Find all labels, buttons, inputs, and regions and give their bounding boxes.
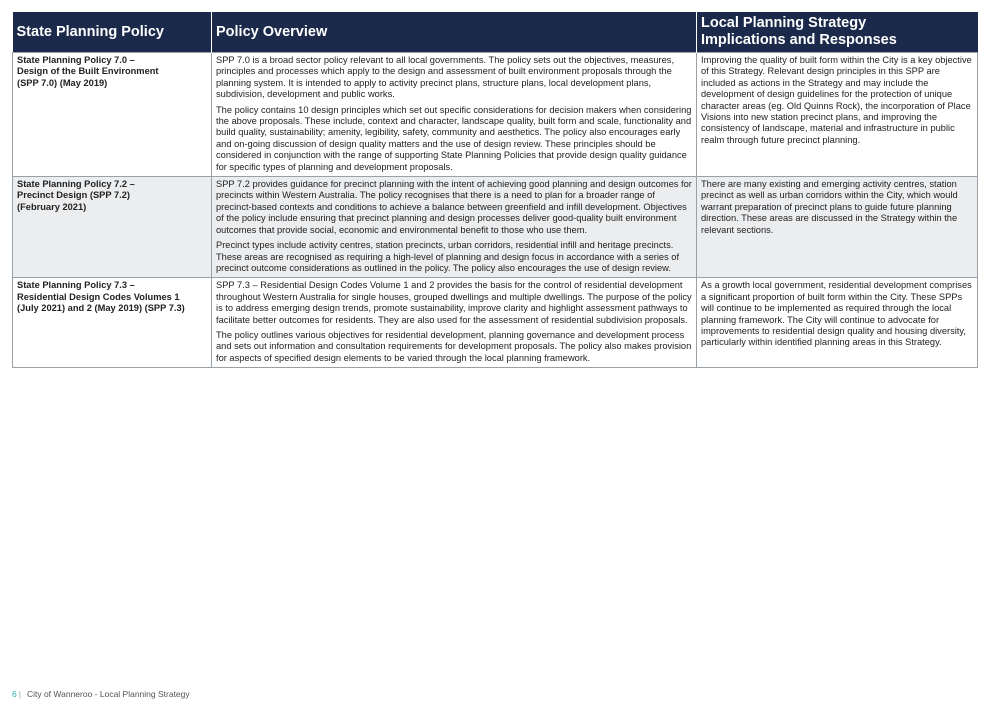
- policy-overview-cell: [212, 53, 697, 177]
- overview-paragraph: The policy contains 10 design principles which set out specific considerations for decision makers when considering the above proposals. These include, context and character, landscape quality, built form and scale, functionality and build quality, sustainability; amenity, legibility, safety, community and aesthetics. The policy also encourages early and on-going discussion of design quality matters and the use of design review. These principles should be considered in conjunction with the range of supporting State Planning Policies that provide design quality guidance for specific types of planning and development proposals.: [216, 104, 692, 172]
- policy-name-line: Precinct Design (SPP 7.2): [17, 190, 130, 201]
- column-header-implications: [697, 12, 978, 53]
- policy-name-cell: [13, 53, 212, 177]
- page-number: 6: [12, 689, 17, 699]
- overview-paragraph: SPP 7.0 is a broad sector policy relevant to all local governments. The policy sets out the objectives, measures, principles and processes which apply to the design and assessment of built environment proposals through the planning system. It is intended to apply to activity precinct plans, structure plans, local development plans, subdivision, development and public works.: [216, 55, 675, 100]
- column-header-policy: State Planning Policy: [13, 12, 212, 53]
- policy-name-cell: [13, 177, 212, 278]
- table-row: [13, 177, 978, 278]
- document-title: City of Wanneroo - Local Planning Strategy: [26, 689, 190, 699]
- column-header-overview: Policy Overview: [212, 12, 697, 53]
- policy-name-cell: [13, 278, 212, 368]
- policy-name-line: State Planning Policy 7.2 –: [17, 179, 135, 190]
- policy-overview-cell: [212, 177, 697, 278]
- implications-cell: There are many existing and emerging activity centres, station precinct as well as urban corridors within the City, which would warrant preparation of precinct plans to guide future planning direction. These areas are discussed in the Strategy within the relevant sections.: [697, 177, 978, 278]
- overview-paragraph: The policy outlines various objectives for residential development, planning governance and development process and sets out information and consultation requirements for development proposals. The policy also makes provision for aspects of specified design elements to be varied through the local planning framework.: [216, 329, 692, 363]
- policy-overview-cell: [212, 278, 697, 368]
- table-row: [13, 278, 978, 368]
- column-header-implications-line2: Implications and Responses: [701, 32, 897, 48]
- overview-paragraph: Precinct types include activity centres, station precincts, urban corridors, residential infill and heritage precincts. These areas are recognised as requiring a high-level of planning and design focus in accordance with a series of precinct outcome considerations as outlined in the policy. The policy also encourages the use of design review.: [216, 240, 680, 273]
- page-footer: [12, 689, 190, 699]
- policy-name-line: State Planning Policy 7.0 –: [17, 55, 135, 65]
- overview-paragraph: SPP 7.3 – Residential Design Codes Volume 1 and 2 provides the basis for the control of residential development throughout Western Australia for single houses, grouped dwellings and multiple dwellings. The purpose of the policy is to address emerging design trends, promote sustainability, improve clarity and highlight assessment pathways to facilitate better outcomes for residents. They are also used for the assessment of residential subdivision proposals.: [216, 280, 692, 325]
- implications-cell: As a growth local government, residential development comprises a significant proportion of built form within the City. These SPPs will continue to be implemented as required through the local planning framework. The City will continue to advocate for improvements to residential design quality and housing diversity, particularly within identified planning areas in this Strategy.: [697, 278, 978, 368]
- policy-name-line: Residential Design Codes Volumes 1: [17, 291, 180, 302]
- policy-name-line: (SPP 7.0) (May 2019): [17, 77, 108, 88]
- overview-paragraph: SPP 7.2 provides guidance for precinct planning with the intent of achieving good planning and design outcomes for precincts within Western Australia. The policy recognises that there is a need to plan for a broader range of precinct-based contexts and conditions to achieve a balance between greenfield and infill development. Objectives of the policy include ensuring that precinct planning and design processes deliver good-quality built environment outcomes that provide social, economic and environmental benefit to those who use them.: [216, 179, 692, 235]
- column-header-implications-line1: Local Planning Strategy: [701, 15, 867, 31]
- policy-name-line: Design of the Built Environment: [17, 66, 159, 77]
- policy-name-line: (February 2021): [17, 201, 87, 212]
- footer-separator: |: [18, 689, 21, 699]
- table-row: [13, 53, 978, 177]
- policy-name-line: State Planning Policy 7.3 –: [17, 280, 135, 291]
- state-planning-policy-table: [12, 12, 978, 368]
- policy-name-line: (July 2021) and 2 (May 2019) (SPP 7.3): [17, 303, 185, 314]
- implications-cell: Improving the quality of built form within the City is a key objective of this Strategy. Relevant design principles in this SPP are included as actions in the Strategy and may include the development of design guidelines for the protection of unique character areas (eg. Old Quinns Rock), the incorporation of Place Visions into new station precinct plans, and improving the consistency of landscape, material and infrastructure in public realm through future precinct planning.: [697, 53, 978, 177]
- table-header-row: [13, 12, 978, 53]
